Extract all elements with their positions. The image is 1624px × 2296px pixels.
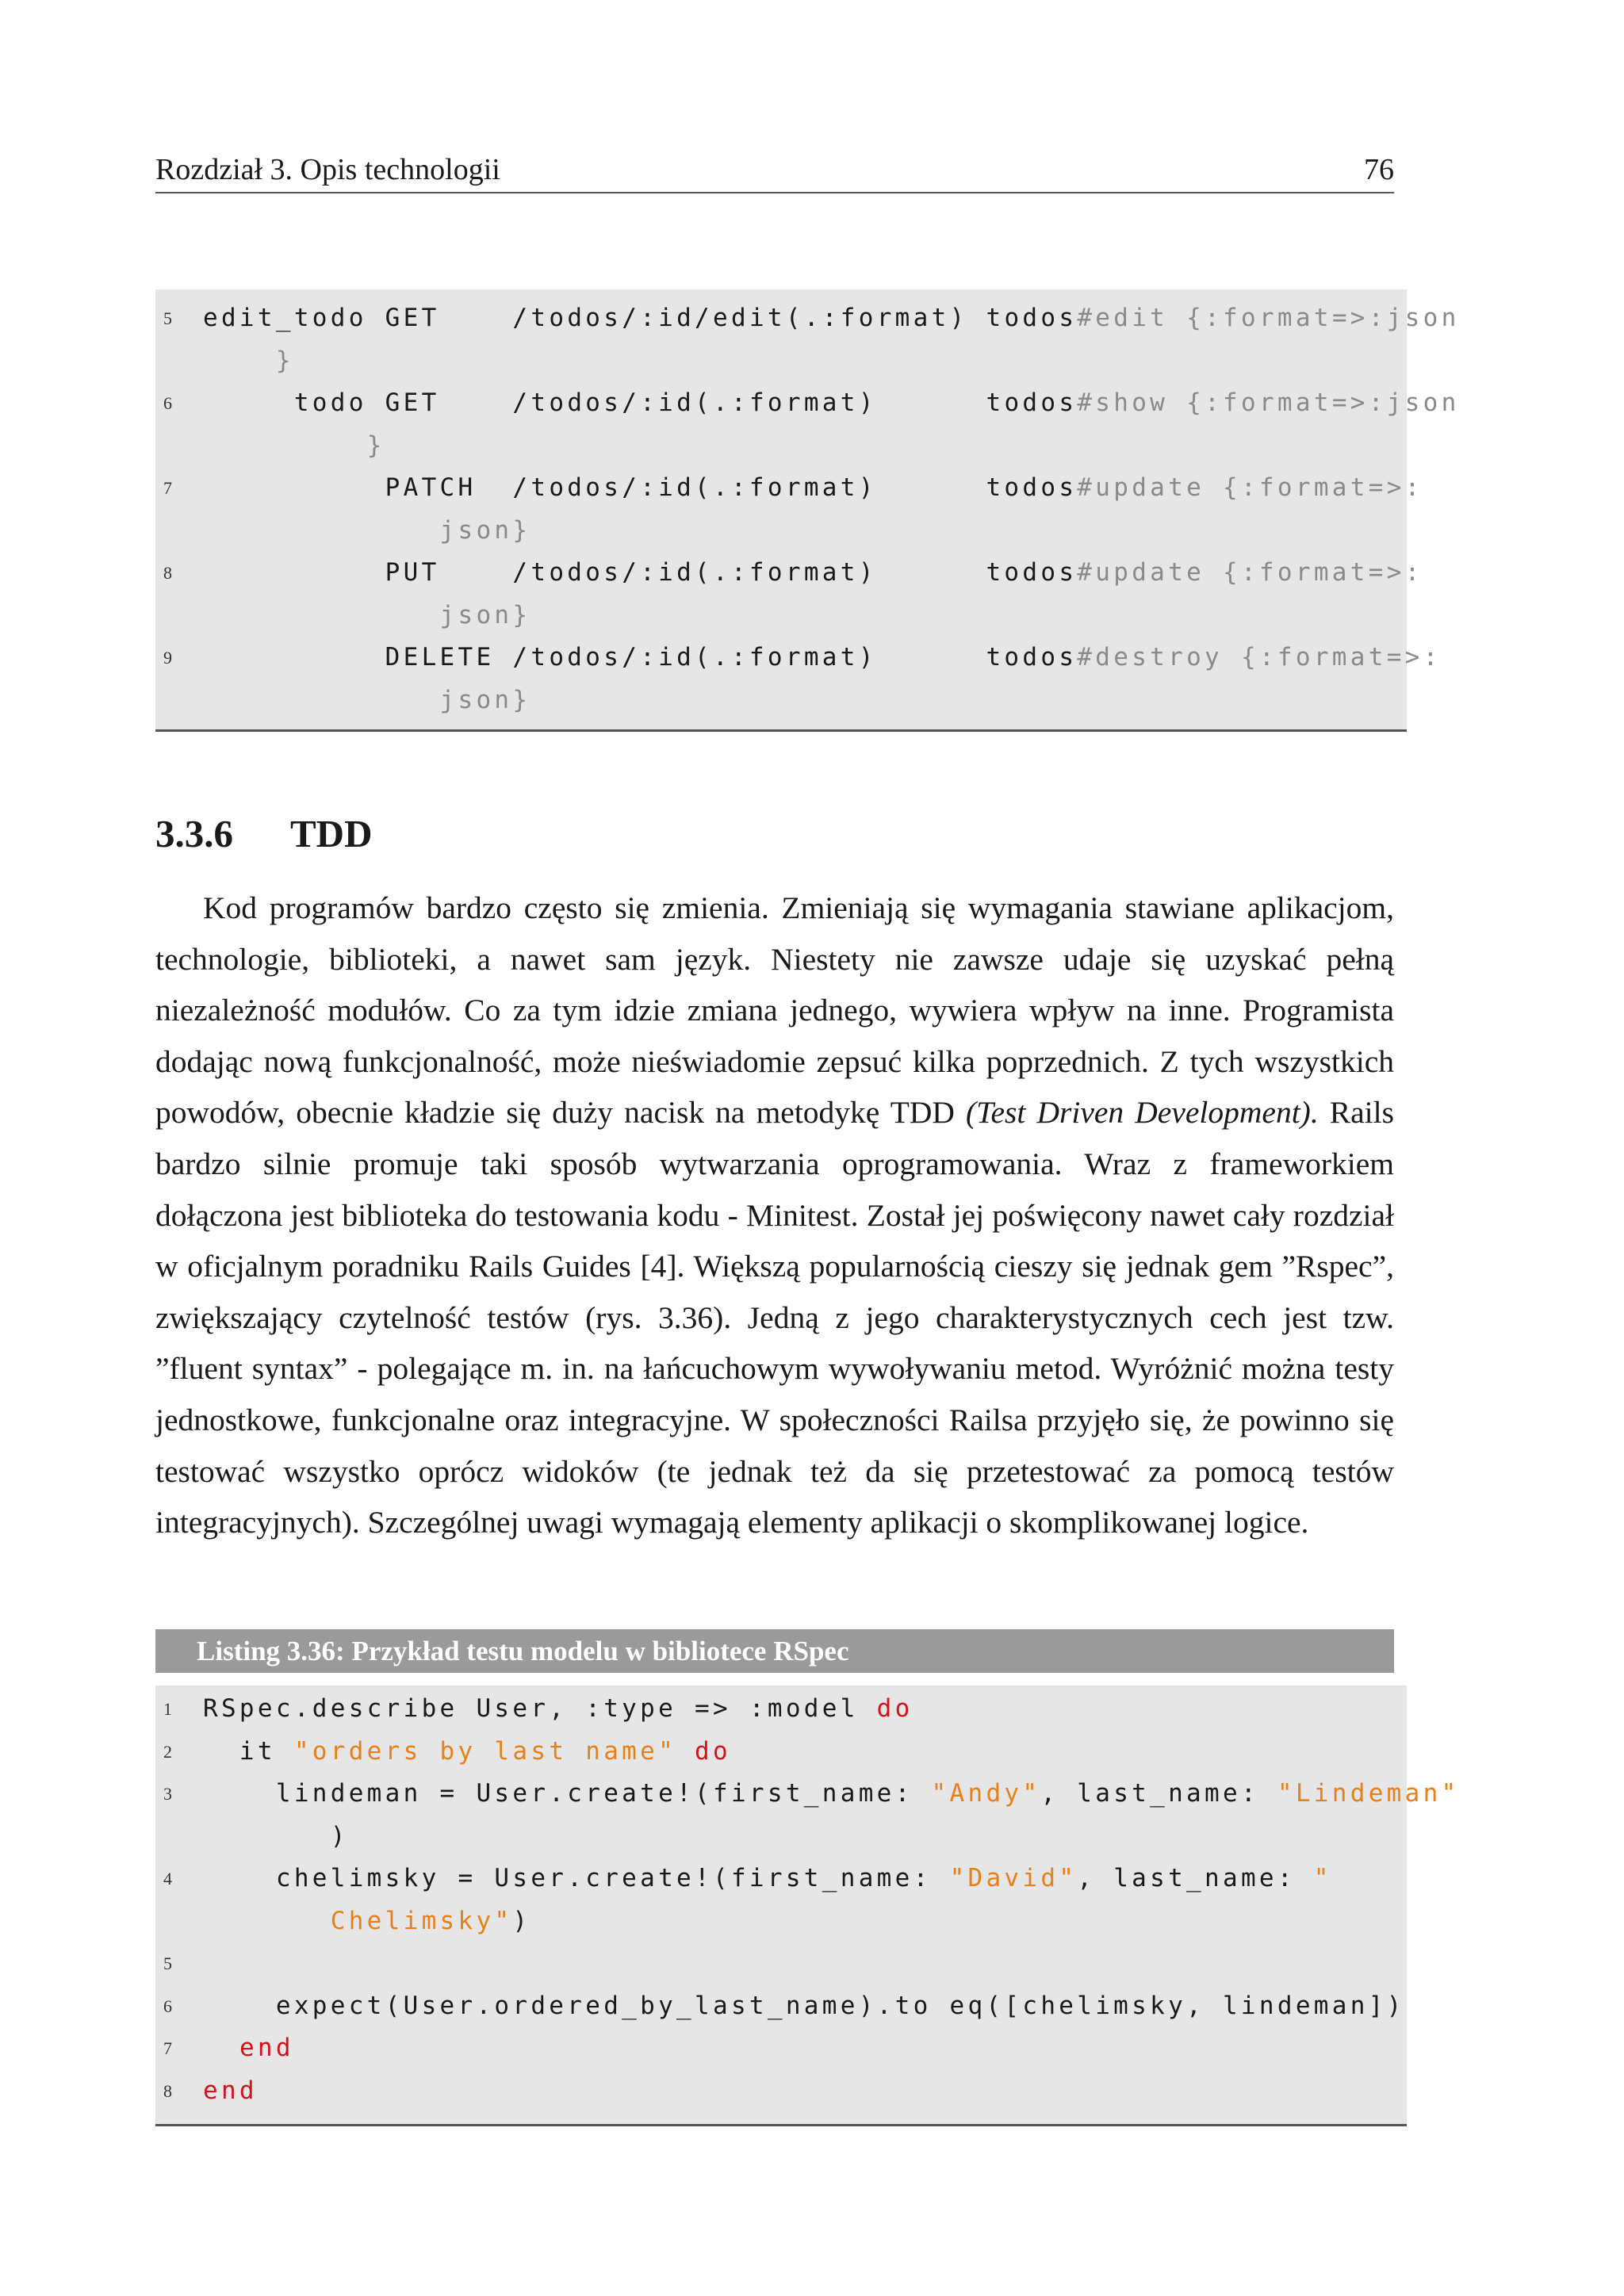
- code-text: edit_todo GET /todos/:id/edit(.:format) todos#edit {:format=>:json: [203, 304, 1460, 332]
- rspec-code-listing: [155, 1686, 1460, 2126]
- code-text: end: [203, 2076, 258, 2105]
- line-number: 5: [163, 308, 172, 328]
- code-line: [155, 637, 1442, 679]
- code-line-continuation: }: [203, 346, 294, 375]
- code-line-continuation: json}: [203, 515, 531, 545]
- code-text: lindeman = User.create!(first_name: "Andy", last_name: "Lindeman": [203, 1779, 1460, 1808]
- body-paragraph: [155, 882, 1394, 1548]
- code-line: [155, 2027, 1407, 2070]
- code-line: [155, 1985, 1407, 2028]
- code-line-continuation: json}: [203, 600, 531, 629]
- page-number: 76: [1364, 153, 1394, 186]
- line-number: 1: [163, 1699, 172, 1719]
- code-text: PATCH /todos/:id(.:format) todos#update {:format=>:: [385, 473, 1423, 502]
- code-text: chelimsky = User.create!(first_name: "David", last_name: ": [203, 1864, 1332, 1892]
- line-number: 6: [163, 393, 172, 413]
- line-number: 6: [163, 1996, 172, 2016]
- code-line-continuation: json}: [203, 685, 531, 714]
- code-line: [155, 1858, 1407, 1900]
- paragraph-text: Rails bardzo silnie promuje taki sposób wytwarzania oprogramowania. Wraz z frameworkiem dołączona jest biblioteka do testowania kodu - Minitest. Został jej poświęcony nawet cały rozdział w oficjalnym poradniku Rails Guides [4]. Większą popularnością cieszy się jednak gem ”Rspec”, zwiększający czytelność testów (rys. 3.36). Jedną z jego charakterystycznych cech jest tzw. ”fluent syntax” - polegające m. in. na łańcuchowym wywoływaniu metod. Wyróżnić można testy jednostkowe, funkcjonalne oraz integracyjne. W społeczności Railsa przyjęło się, że powinno się testować wszystko oprócz widoków (te jednak też da się przetestować za pomocą testów integracyjnych). Szczególnej uwagi wymagają elementy aplikacji o skomplikowanej logice.: [155, 1095, 1395, 1540]
- listing-caption: Listing 3.36: Przykład testu modelu w bibliotece RSpec: [155, 1629, 1394, 1673]
- line-number: 2: [163, 1741, 172, 1762]
- code-text: todo GET /todos/:id(.:format) todos#show {:format=>:json: [293, 388, 1460, 417]
- line-number: 8: [163, 563, 172, 583]
- line-number: 7: [163, 2038, 172, 2058]
- section-title: TDD: [290, 812, 373, 855]
- paragraph-italic-text: (Test Driven Development).: [966, 1095, 1319, 1131]
- chapter-title: Rozdział 3. Opis technologii: [155, 153, 500, 186]
- code-line-continuation: ): [203, 1821, 349, 1850]
- code-text: PUT /todos/:id(.:format) todos#update {:format=>:: [385, 558, 1423, 587]
- code-line: [155, 1773, 1460, 1816]
- line-number: 8: [163, 2080, 172, 2101]
- code-line: [155, 2070, 1407, 2113]
- routes-code-listing: [155, 289, 1460, 732]
- code-line: [155, 1942, 1407, 1985]
- line-number: 3: [163, 1784, 172, 1804]
- running-header: [155, 147, 1394, 193]
- code-text: end: [239, 2034, 294, 2062]
- code-line: [155, 1688, 1407, 1731]
- line-number: 7: [163, 478, 172, 498]
- line-number: 9: [163, 648, 172, 668]
- code-line-continuation: Chelimsky"): [203, 1906, 531, 1935]
- code-text: DELETE /todos/:id(.:format) todos#destroy {:format=>:: [385, 643, 1442, 672]
- section-heading: [155, 809, 372, 859]
- code-line-continuation: }: [203, 430, 385, 460]
- code-text: expect(User.ordered_by_last_name).to eq([chelimsky, lindeman]): [203, 1991, 1405, 2020]
- code-line: [155, 467, 1423, 510]
- section-number: 3.3.6: [155, 812, 233, 855]
- code-text: RSpec.describe User, :type => :model do: [203, 1694, 914, 1723]
- code-line: [155, 552, 1423, 595]
- line-number: 5: [163, 1954, 172, 1973]
- code-line: [155, 382, 1460, 425]
- code-text: it "orders by last name" do: [203, 1736, 731, 1766]
- line-number: 4: [163, 1869, 172, 1888]
- paragraph-text: Kod programów bardzo często się zmienia. Zmieniają się wymagania stawiane aplikacjom, technologie, biblioteki, a nawet sam język. Niestety nie zawsze udaje się uzyskać pełną niezależność modułów. Co za tym idzie zmiana jednego, wywiera wpływ na inne. Programista dodając nową funkcjonalność, może nieświadomie zepsuć kilka poprzednich. Z tych wszystkich powodów, obecnie kładzie się duży nacisk na metodykę TDD: [155, 890, 1394, 1131]
- code-line: [155, 297, 1460, 340]
- code-line: [155, 1731, 1407, 1774]
